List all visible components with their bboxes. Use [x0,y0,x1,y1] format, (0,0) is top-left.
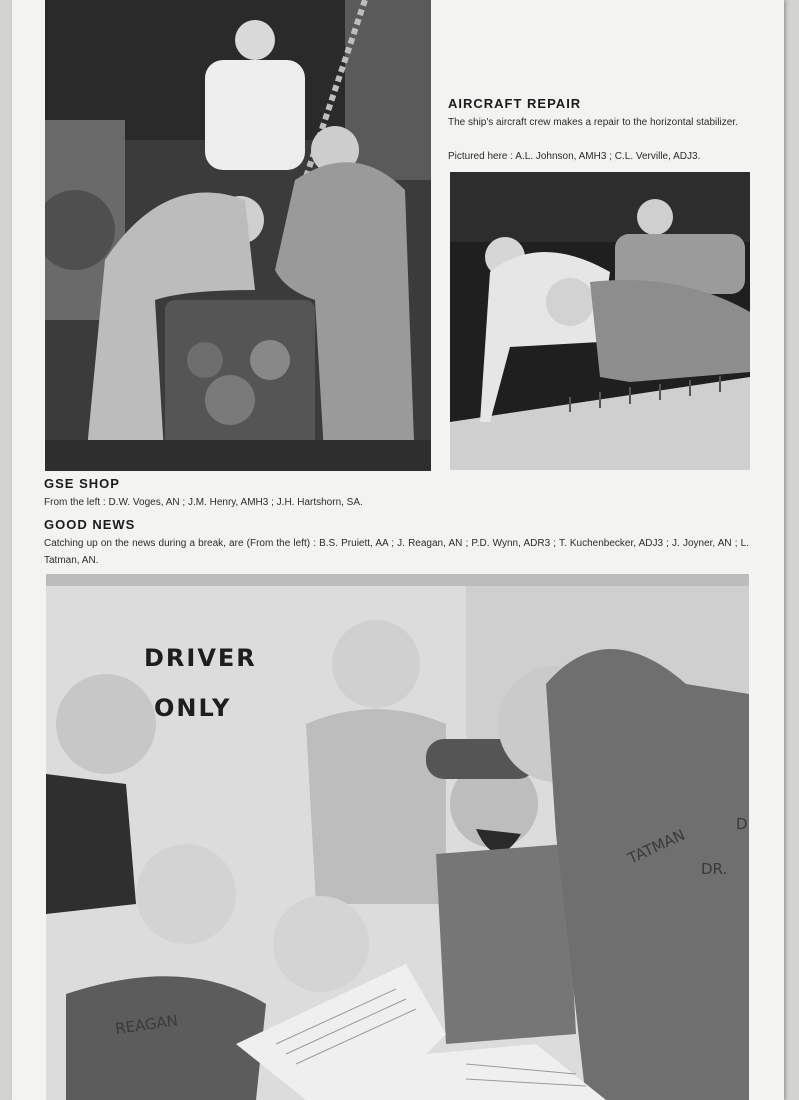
gse-shop-heading: GSE SHOP [44,476,120,491]
sign-only-text: ONLY [154,694,232,722]
shirt-reagan-text: REAGAN [114,1011,179,1038]
aircraft-repair-pictured: Pictured here : A.L. Johnson, AMH3 ; C.L. Verville, ADJ3. [448,151,701,162]
sign-driver-text: DRIVER [144,644,257,672]
good-news-caption: Catching up on the news during a break, are (From the left) : B.S. Pruiett, AA ; J. Reagan, AN ; P.D. Wynn, ADR3 ; T. Kuchenbecker, ADJ3 ; J. Joyner, AN ; L. Tatman, AN. [44,538,749,566]
aircraft-repair-photo [450,172,750,470]
aircraft-repair-heading: AIRCRAFT REPAIR [448,96,582,111]
shirt-text-d: D [736,815,748,833]
shirt-tatman-text: TATMAN [625,825,688,868]
good-news-heading: GOOD NEWS [44,517,136,532]
gse-shop-photo [45,0,431,471]
yearbook-page [12,0,784,1100]
good-news-photo [46,574,749,1100]
gse-shop-caption: From the left : D.W. Voges, AN ; J.M. Henry, AMH3 ; J.H. Hartshorn, SA. [44,497,363,508]
aircraft-repair-description: The ship's aircraft crew makes a repair to the horizontal stabilizer. [448,117,738,128]
shirt-text-dr: DR. [701,860,728,878]
